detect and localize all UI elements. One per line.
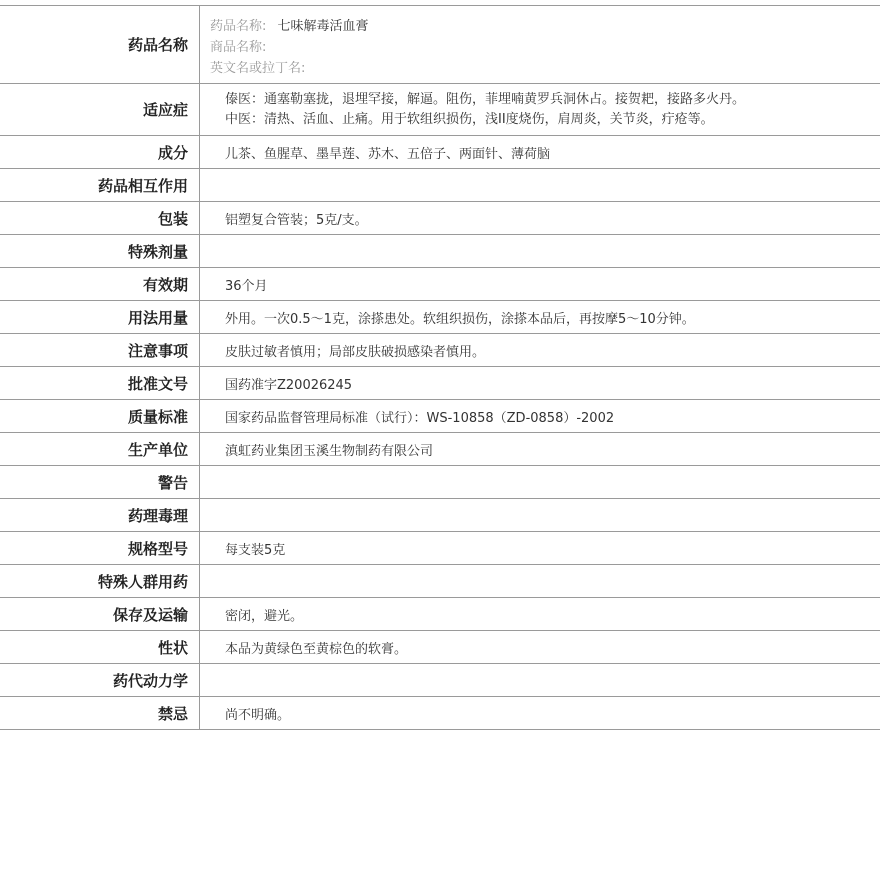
indication-block bbox=[200, 84, 880, 135]
row-label: 药理毒理 bbox=[0, 499, 200, 531]
table-row bbox=[0, 367, 880, 400]
row-label: 有效期 bbox=[0, 268, 200, 300]
table-row bbox=[0, 235, 880, 268]
row-value bbox=[200, 664, 880, 696]
table-row bbox=[0, 136, 880, 169]
row-indication bbox=[0, 84, 880, 136]
table-row bbox=[0, 664, 880, 697]
row-label: 用法用量 bbox=[0, 301, 200, 333]
table-row bbox=[0, 631, 880, 664]
row-label: 生产单位 bbox=[0, 433, 200, 465]
row-label: 药代动力学 bbox=[0, 664, 200, 696]
row-value: 铝塑复合管装；5克/支。 bbox=[225, 212, 368, 228]
row-label: 注意事项 bbox=[0, 334, 200, 366]
row-label: 警告 bbox=[0, 466, 200, 498]
generic-name-line bbox=[210, 16, 880, 37]
row-value bbox=[200, 565, 880, 597]
row-value: 每支装5克 bbox=[225, 542, 286, 558]
table-row bbox=[0, 598, 880, 631]
row-label: 特殊剂量 bbox=[0, 235, 200, 267]
row-label: 保存及运输 bbox=[0, 598, 200, 630]
row-value: 皮肤过敏者慎用；局部皮肤破损感染者慎用。 bbox=[225, 344, 486, 360]
table-row bbox=[0, 334, 880, 367]
row-label: 特殊人群用药 bbox=[0, 565, 200, 597]
row-label: 药品相互作用 bbox=[0, 169, 200, 201]
row-value: 尚不明确。 bbox=[225, 707, 291, 723]
table-row bbox=[0, 565, 880, 598]
table-row bbox=[0, 202, 880, 235]
row-label: 性状 bbox=[0, 631, 200, 663]
drug-info-table bbox=[0, 5, 880, 730]
table-row bbox=[0, 268, 880, 301]
generic-name-label: 药品名称: bbox=[210, 19, 267, 34]
row-label: 适应症 bbox=[0, 84, 200, 135]
table-row bbox=[0, 400, 880, 433]
table-row bbox=[0, 169, 880, 202]
row-value bbox=[200, 235, 880, 267]
indication-line-dai: 傣医：通塞勒塞拢，退埋罕接，解逼。阻伤，菲埋喃黄罗兵洞休占。接贺耙，接路多火丹。 bbox=[225, 91, 746, 107]
drug-name-block bbox=[200, 6, 880, 83]
trade-name-label: 商品名称: bbox=[210, 40, 267, 55]
row-label: 规格型号 bbox=[0, 532, 200, 564]
row-value: 滇虹药业集团玉溪生物制药有限公司 bbox=[225, 443, 434, 459]
row-value: 国家药品监督管理局标准（试行）：WS-10858（ZD-0858）-2002 bbox=[225, 410, 615, 426]
indication-line-tcm: 中医：清热、活血、止痛。用于软组织损伤，浅II度烧伤，肩周炎，关节炎，疔疮等。 bbox=[225, 111, 714, 127]
table-row bbox=[0, 532, 880, 565]
generic-name-value: 七味解毒活血膏 bbox=[277, 19, 369, 34]
table-row bbox=[0, 301, 880, 334]
row-value: 密闭，避光。 bbox=[225, 608, 304, 624]
info-rows bbox=[0, 136, 880, 730]
row-label: 成分 bbox=[0, 136, 200, 168]
table-row bbox=[0, 433, 880, 466]
row-label: 质量标准 bbox=[0, 400, 200, 432]
row-value: 36个月 bbox=[225, 278, 268, 294]
table-row bbox=[0, 499, 880, 532]
row-value bbox=[200, 499, 880, 531]
row-drug-name bbox=[0, 6, 880, 84]
row-label: 包装 bbox=[0, 202, 200, 234]
table-row bbox=[0, 697, 880, 730]
english-name-label: 英文名或拉丁名: bbox=[210, 61, 306, 76]
row-value: 外用。一次0.5～1克，涂搽患处。软组织损伤，涂搽本品后，再按摩5～10分钟。 bbox=[225, 311, 695, 327]
row-value bbox=[200, 169, 880, 201]
row-label: 禁忌 bbox=[0, 697, 200, 729]
row-value: 儿茶、鱼腥草、墨旱莲、苏木、五倍子、两面针、薄荷脑 bbox=[225, 146, 551, 162]
table-row bbox=[0, 466, 880, 499]
row-value: 国药准字Z20026245 bbox=[225, 377, 353, 393]
row-label: 药品名称 bbox=[0, 6, 200, 83]
row-label: 批准文号 bbox=[0, 367, 200, 399]
row-value: 本品为黄绿色至黄棕色的软膏。 bbox=[225, 641, 408, 657]
row-value bbox=[200, 466, 880, 498]
